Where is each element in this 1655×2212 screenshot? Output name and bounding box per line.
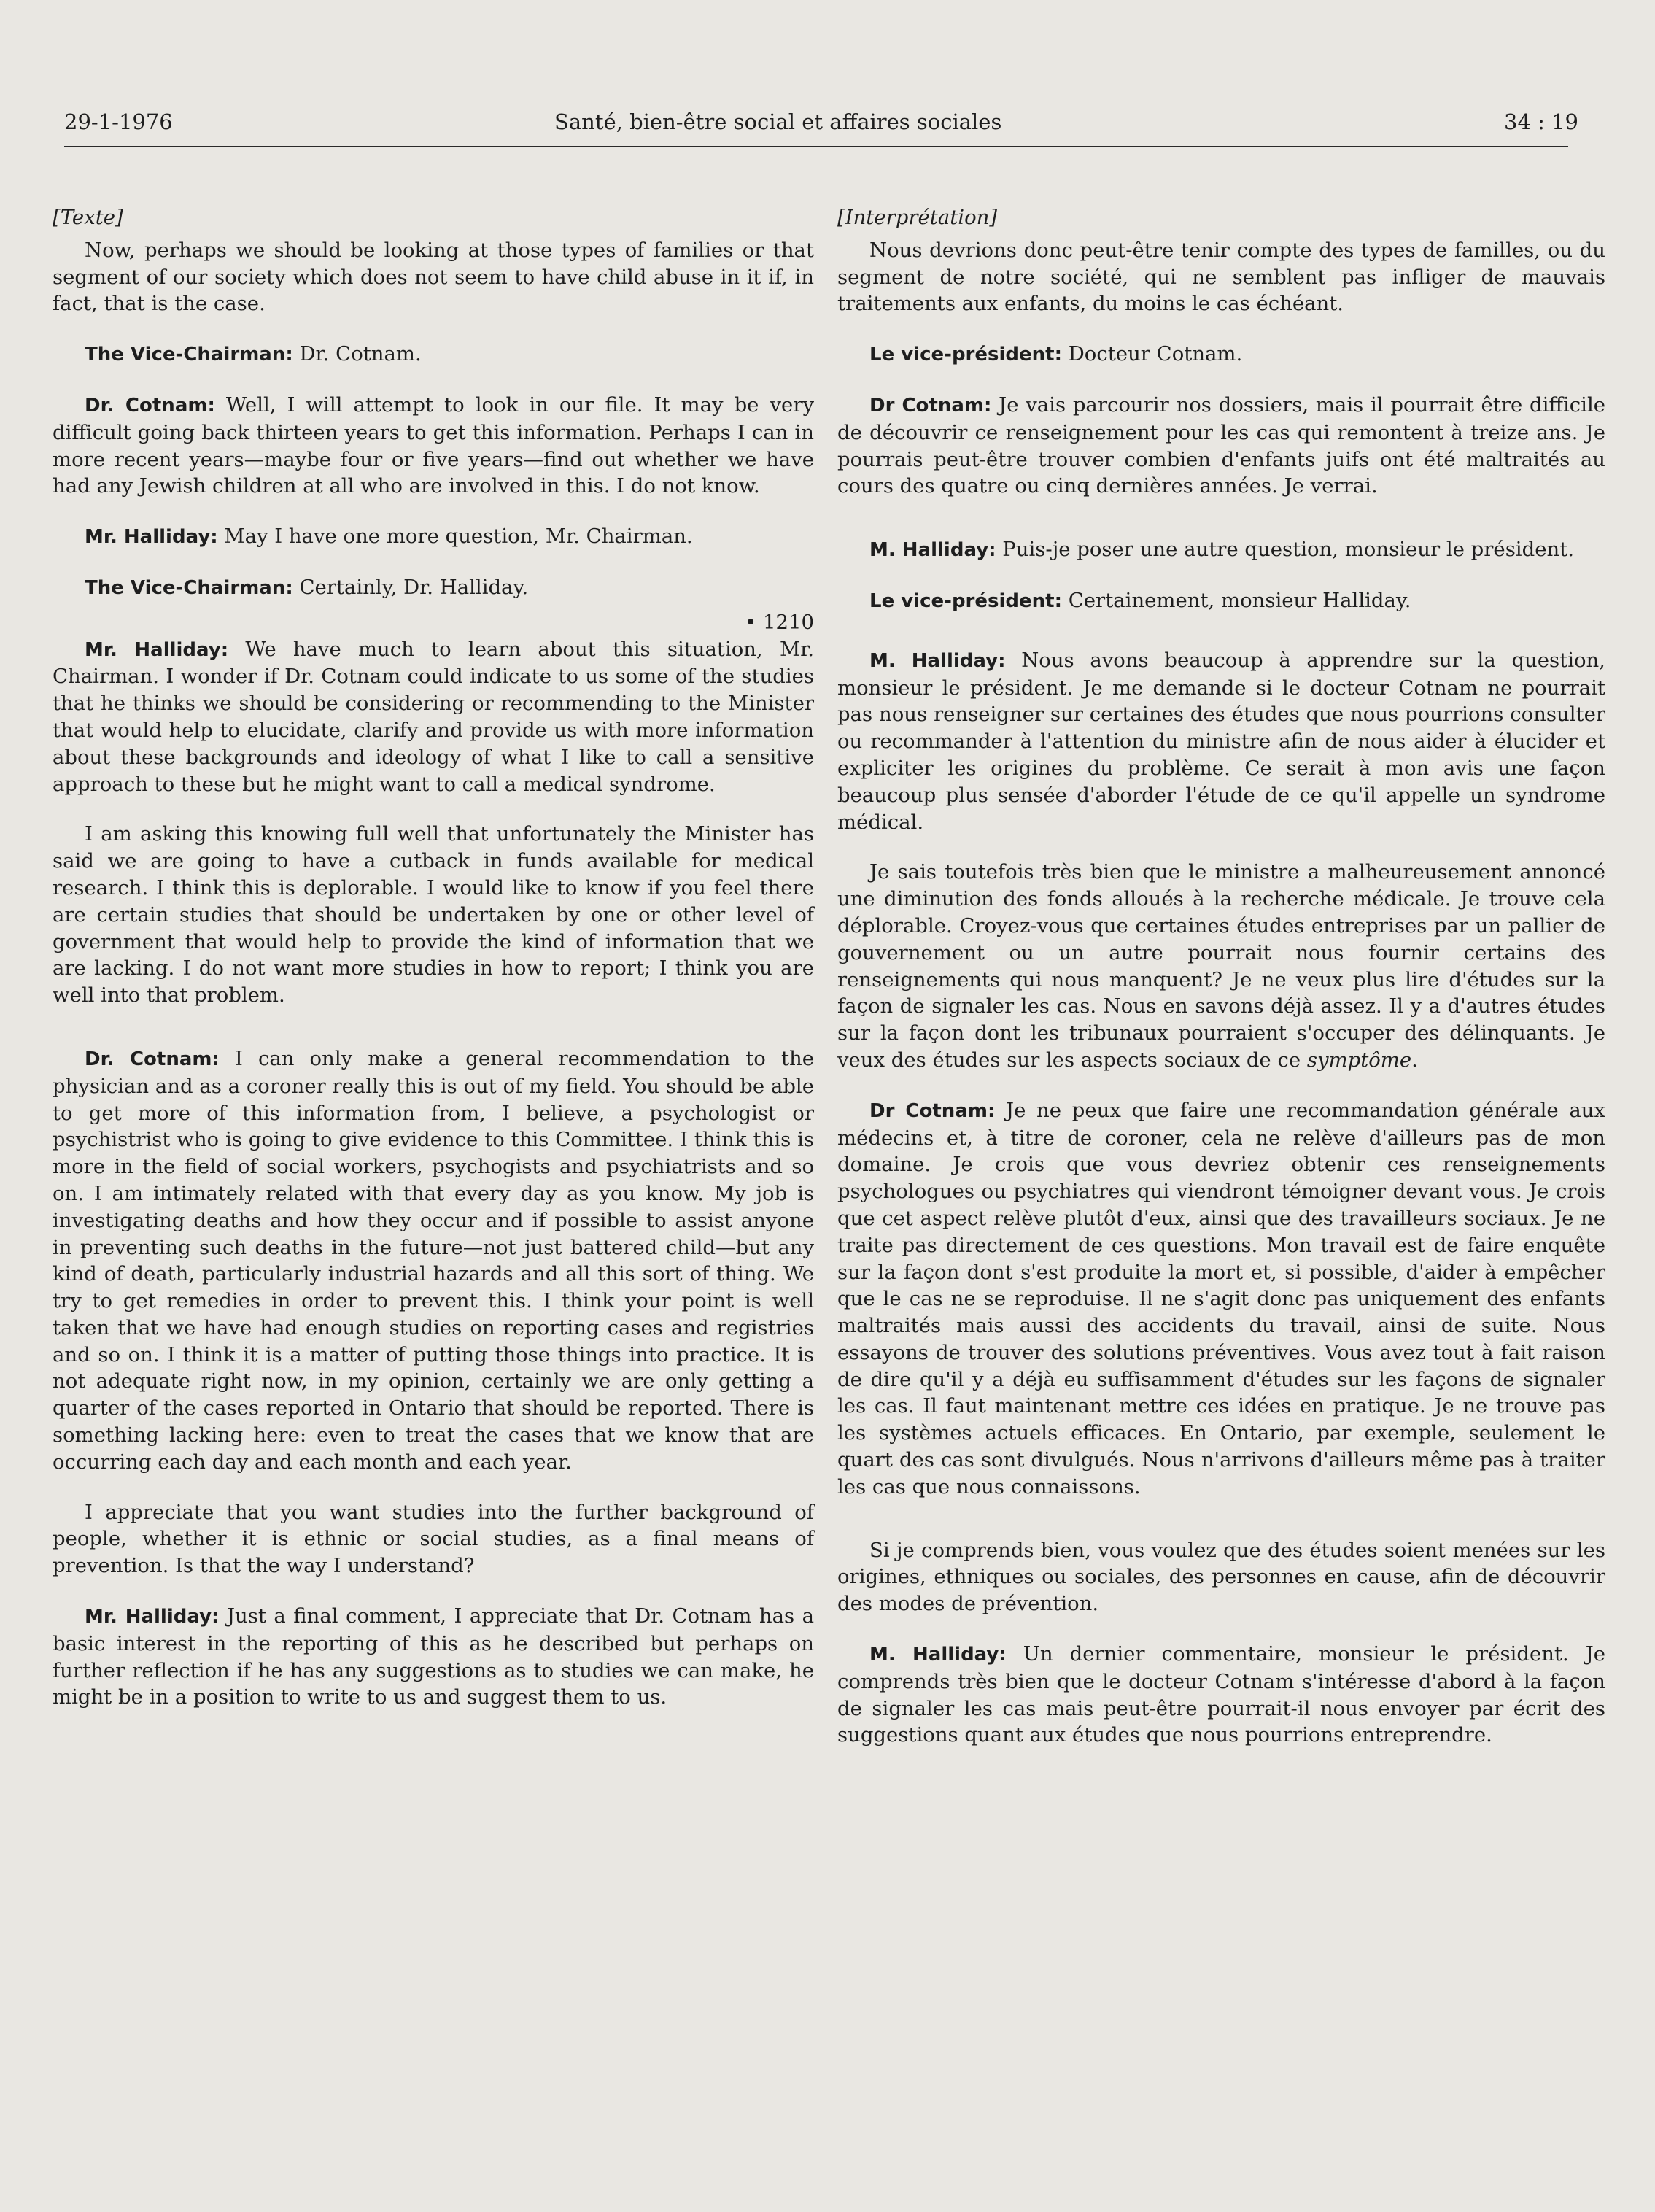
speaker-name: Dr. Cotnam: bbox=[85, 1048, 220, 1070]
speaker-name: Dr Cotnam: bbox=[869, 1099, 996, 1122]
speaker-name: The Vice-Chairman: bbox=[85, 576, 293, 599]
speech-paragraph: The Vice-Chairman: Dr. Cotnam. bbox=[85, 342, 422, 366]
speech-paragraph: Le vice-président: Docteur Cotnam. bbox=[869, 342, 1243, 366]
speech-paragraph: Dr Cotnam: Je vais parcourir nos dossiers, mais il pourrait être difficile de découvrir ce renseignement pour les cas qui remontent à treize ans. Je pourrais peut-être trouver combien d'enfants juifs ont été maltraités au cours des quatre ou cinq dernières années. Je verrai. bbox=[837, 392, 1606, 498]
speech-paragraph: Dr. Cotnam: I can only make a general recommendation to the physician and as a coroner really this is out of my field. You should be able to get more of this information from, I believe, a psychologist or psychistrist who is going to give evidence to this Committee. I think this is more in the field of social workers, psychogists and psychiatrists and so on. I am intimately related with that every day as you know. My job is investigating deaths and how they occur and if possible to assist anyone in preventing such deaths in the future—not just battered child—but any kind of death, particularly industrial hazards and all this sort of thing. We try to get remedies in order to prevent this. I think your point is well taken that we have had enough studies on reporting cases and registries and so on. I think it is a matter of putting those things into practice. It is not adequate right now, in my opinion, certainly we are only getting a quarter of the cases reported in Ontario that should be reported. There is something lacking here: even to treat the cases that we know that are occurring each day and each month and each year. bbox=[53, 1046, 814, 1474]
paragraph: I appreciate that you want studies into the further background of people, whether it is ethnic or social studies, as a final means of prevention. Is that the way I understand? bbox=[53, 1500, 814, 1578]
speech-paragraph: Dr Cotnam: Je ne peux que faire une recommandation générale aux médecins et, à titre de coroner, cela ne relève d'ailleurs pas de mon domaine. Je crois que vous devriez obtenir ces renseignements psychologues ou psychiatres qui viendront témoigner devant vous. Je crois que cet aspect relève plutôt d'eux, ainsi que des travailleurs sociaux. Je ne traite pas directement de ces questions. Mon travail est de faire enquête sur la façon dont s'est produite la mort et, si possible, d'aider à empêcher que le cas ne se reproduise. Il ne s'agit donc pas uniquement des enfants maltraités mais aussi des accidents du travail, ainsi de suite. Nous essayons de trouver des solutions préventives. Vous avez tout à fait raison de dire qu'il y a déjà eu suffisamment d'études sur les façons de signaler les cas. Il faut maintenant mettre ces idées en pratique. Je ne trouve pas les systèmes actuels efficaces. En Ontario, par exemple, seulement le quart des cas sont divulgués. Nous n'arrivons d'ailleurs même pas à traiter les cas que nous connaissons. bbox=[837, 1098, 1605, 1498]
speaker-name: Dr Cotnam: bbox=[869, 394, 992, 417]
speaker-name: M. Halliday: bbox=[869, 649, 1006, 672]
header-rule bbox=[64, 146, 1568, 147]
paragraph: I am asking this knowing full well that unfortunately the Minister has said we are going to have a cutback in funds available for medical research. I think this is deplorable. I would like to know if you feel there are certain studies that should be undertaken by one or other level of government that would help to provide the kind of information that we are lacking. I do not want more studies in how to report; I think you are well into that problem. bbox=[53, 822, 814, 1008]
header-title: Santé, bien-être social et affaires sociales bbox=[554, 109, 1002, 134]
speech-paragraph: Mr. Halliday: We have much to learn about this situation, Mr. Chairman. I wonder if Dr. Cotnam could indicate to us some of the studies that he thinks we should be considering or recommending to the Minister that would help to elucidate, clarify and provide us with more information about these backgrounds and ideology of what I like to call a sensitive approach to these but he might want to call a medical syndrome. bbox=[53, 637, 814, 796]
speech-paragraph: M. Halliday: Un dernier commentaire, monsieur le président. Je comprends très bien que le docteur Cotnam s'intéresse d'abord à la façon de signaler les cas mais peut-être pourrait-il nous envoyer par écrit des suggestions quant aux études que nous pourrions entreprendre. bbox=[837, 1642, 1606, 1747]
speaker-name: M. Halliday: bbox=[869, 1644, 1007, 1666]
speech-paragraph: Le vice-président: Certainement, monsieur Halliday. bbox=[869, 588, 1411, 612]
speaker-name: Dr. Cotnam: bbox=[85, 394, 215, 417]
paragraph: Si je comprends bien, vous voulez que des études soient menées sur les origines, ethniques ou sociales, des personnes en cause, afin de découvrir des modes de prévention. bbox=[837, 1538, 1605, 1616]
speaker-name: Mr. Halliday: bbox=[85, 638, 229, 661]
english-column bbox=[53, 204, 814, 1734]
speaker-name: Mr. Halliday: bbox=[85, 526, 218, 549]
speech-paragraph: M. Halliday: Nous avons beaucoup à apprendre sur la question, monsieur le président. Je me demande si le docteur Cotnam ne pourrait pas nous renseigner sur certaines des études que nous pourrions consulter ou recommander à l'attention du ministre afin de nous aider à élucider et expliciter les origines du problème. Ce serait à mon avis une façon beaucoup plus sensée d'aborder l'étude de ce qu'il appelle un syndrome médical. bbox=[837, 648, 1605, 834]
speaker-name: M. Halliday: bbox=[869, 539, 996, 562]
speech-paragraph: M. Halliday: Puis-je poser une autre question, monsieur le président. bbox=[869, 538, 1574, 562]
header-date: 29-1-1976 bbox=[64, 109, 173, 134]
speaker-name: Le vice-président: bbox=[869, 344, 1062, 366]
paragraph: Je sais toutefois très bien que le ministre a malheureusement annoncé une diminution des fonds alloués à la recherche médicale. Je trouve cela déplorable. Croyez-vous que certaines études entreprises par un pallier de gouvernement ou un autre pourrait nous fournir certains des renseignements qui nous manquent? Je ne veux plus lire d'études sur la façon de signaler les cas. Nous en savons déjà assez. Il y a d'autres études sur la façon dont les tribunaux pourraient s'occuper des délinquants. Je veux des études sur les aspects sociaux de ce symptôme. bbox=[837, 860, 1605, 1072]
paragraph: Now, perhaps we should be looking at those types of families or that segment of our society which does not seem to have child abuse in it if, in fact, that is the case. bbox=[53, 238, 814, 316]
french-column bbox=[837, 204, 1605, 1772]
speaker-name: Le vice-président: bbox=[869, 589, 1062, 612]
speech-paragraph: Dr. Cotnam: Well, I will attempt to look in our file. It may be very difficult going back thirteen years to get this information. Perhaps I can in more recent years—maybe four or five years—find out whether we have had any Jewish children at all who are involved in this. I do not know. bbox=[53, 392, 814, 498]
speech-paragraph: Mr. Halliday: Just a final comment, I appreciate that Dr. Cotnam has a basic interest in the reporting of this as he described but perhaps on further reflection if he has any suggestions as to studies we can make, he might be in a position to write to us and suggest them to us. bbox=[53, 1604, 814, 1709]
speech-paragraph: Mr. Halliday: May I have one more question, Mr. Chairman. bbox=[85, 525, 693, 549]
language-tag: [Interprétation] bbox=[837, 206, 998, 229]
paragraph: Nous devrions donc peut-être tenir compte des types de familles, ou du segment de notre société, qui ne semblent pas infliger de mauvais traitements aux enfants, du moins le cas échéant. bbox=[837, 238, 1605, 316]
timestamp: • 1210 bbox=[745, 610, 814, 634]
speaker-name: Mr. Halliday: bbox=[85, 1606, 220, 1628]
speaker-name: The Vice-Chairman: bbox=[85, 344, 293, 366]
language-tag: [Texte] bbox=[53, 206, 123, 229]
speech-paragraph: The Vice-Chairman: Certainly, Dr. Halliday. bbox=[85, 575, 529, 599]
header-page-number: 34 : 19 bbox=[1504, 109, 1579, 134]
